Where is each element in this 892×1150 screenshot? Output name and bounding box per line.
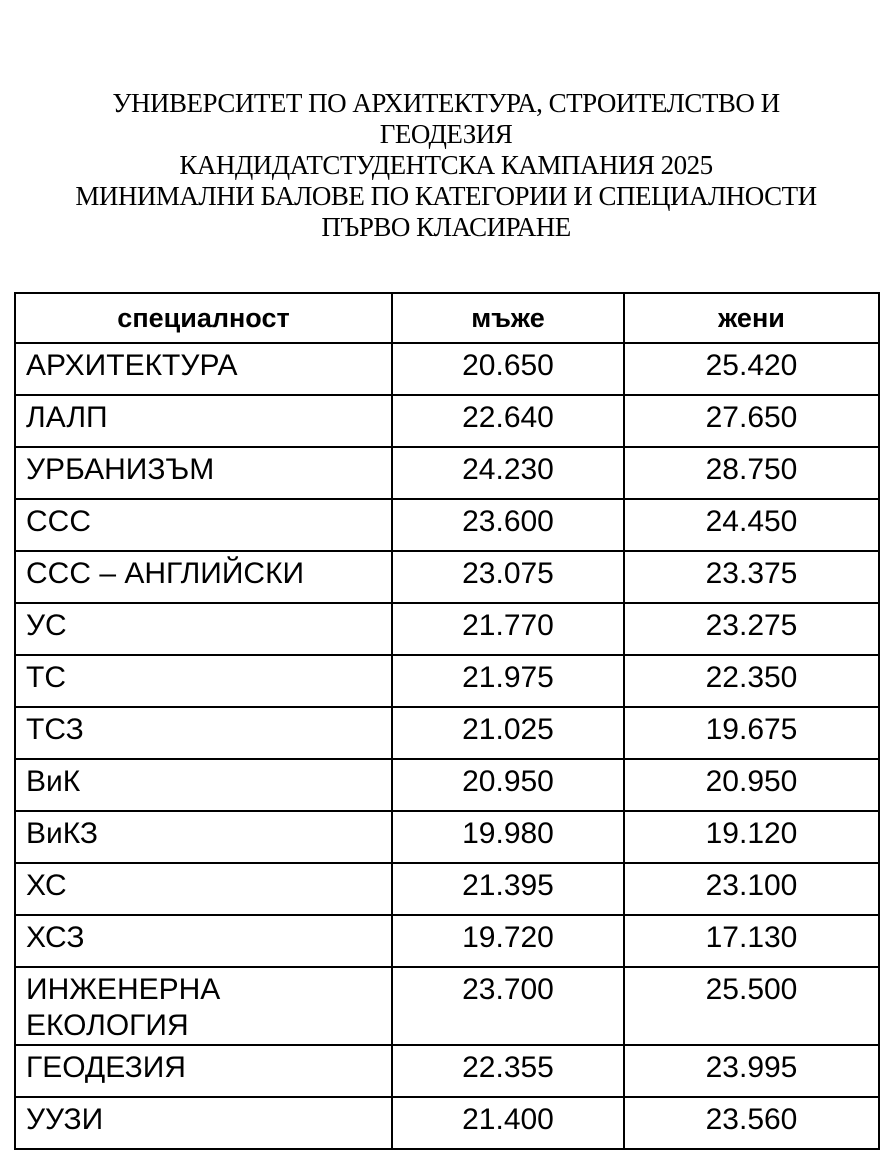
table-header-row <box>15 293 879 343</box>
specialty-cell: ТСЗ <box>15 707 392 759</box>
men-score-cell: 21.025 <box>392 707 624 759</box>
men-score-cell: 21.770 <box>392 603 624 655</box>
men-score-cell: 23.075 <box>392 551 624 603</box>
women-score-cell: 20.950 <box>624 759 879 811</box>
women-score-cell: 27.650 <box>624 395 879 447</box>
specialty-cell: ХСЗ <box>15 915 392 967</box>
men-score-cell: 23.600 <box>392 499 624 551</box>
document-heading <box>0 88 892 243</box>
men-score-cell: 24.230 <box>392 447 624 499</box>
women-score-cell: 24.450 <box>624 499 879 551</box>
women-score-cell: 23.560 <box>624 1097 879 1149</box>
specialty-cell: УРБАНИЗЪМ <box>15 447 392 499</box>
specialty-cell: ЛАЛП <box>15 395 392 447</box>
table-row <box>15 915 879 967</box>
specialty-cell: ИНЖЕНЕРНА ЕКОЛОГИЯ <box>15 967 392 1045</box>
men-score-cell: 19.980 <box>392 811 624 863</box>
men-score-cell: 21.400 <box>392 1097 624 1149</box>
heading-line-min-scores: МИНИМАЛНИ БАЛОВЕ ПО КАТЕГОРИИ И СПЕЦИАЛНОСТИ <box>75 181 817 211</box>
women-score-cell: 17.130 <box>624 915 879 967</box>
women-score-cell: 19.120 <box>624 811 879 863</box>
men-score-cell: 19.720 <box>392 915 624 967</box>
specialty-cell: ССС – АНГЛИЙСКИ <box>15 551 392 603</box>
men-score-cell: 20.950 <box>392 759 624 811</box>
specialty-cell: ВиКЗ <box>15 811 392 863</box>
header-men: мъже <box>392 293 624 343</box>
table-row <box>15 603 879 655</box>
women-score-cell: 23.275 <box>624 603 879 655</box>
women-score-cell: 22.350 <box>624 655 879 707</box>
table-row <box>15 863 879 915</box>
women-score-cell: 19.675 <box>624 707 879 759</box>
table-row <box>15 551 879 603</box>
table-row <box>15 811 879 863</box>
men-score-cell: 21.395 <box>392 863 624 915</box>
header-specialty: специалност <box>15 293 392 343</box>
men-score-cell: 22.640 <box>392 395 624 447</box>
specialty-cell: ГЕОДЕЗИЯ <box>15 1045 392 1097</box>
men-score-cell: 23.700 <box>392 967 624 1045</box>
heading-line-ranking: ПЪРВО КЛАСИРАНЕ <box>321 212 571 242</box>
heading-line-university: УНИВЕРСИТЕТ ПО АРХИТЕКТУРА, СТРОИТЕЛСТВО И <box>112 88 780 118</box>
heading-line-university-cont: ГЕОДЕЗИЯ <box>379 119 513 149</box>
table-row <box>15 655 879 707</box>
specialty-cell: ВиК <box>15 759 392 811</box>
specialty-cell: УУЗИ <box>15 1097 392 1149</box>
men-score-cell: 22.355 <box>392 1045 624 1097</box>
table-row <box>15 1045 879 1097</box>
header-women: жени <box>624 293 879 343</box>
women-score-cell: 25.420 <box>624 343 879 395</box>
table-row <box>15 1097 879 1149</box>
men-score-cell: 21.975 <box>392 655 624 707</box>
table-row <box>15 759 879 811</box>
table-row <box>15 395 879 447</box>
women-score-cell: 23.995 <box>624 1045 879 1097</box>
table-row <box>15 707 879 759</box>
specialty-cell: ТС <box>15 655 392 707</box>
specialty-cell: ХС <box>15 863 392 915</box>
women-score-cell: 25.500 <box>624 967 879 1045</box>
women-score-cell: 28.750 <box>624 447 879 499</box>
specialty-cell: ССС <box>15 499 392 551</box>
women-score-cell: 23.375 <box>624 551 879 603</box>
table-row <box>15 447 879 499</box>
table-row <box>15 967 879 1045</box>
women-score-cell: 23.100 <box>624 863 879 915</box>
table-row <box>15 499 879 551</box>
men-score-cell: 20.650 <box>392 343 624 395</box>
table-row <box>15 343 879 395</box>
heading-line-campaign: КАНДИДАТСТУДЕНТСКА КАМПАНИЯ 2025 <box>179 150 713 180</box>
specialty-cell: АРХИТЕКТУРА <box>15 343 392 395</box>
specialty-cell: УС <box>15 603 392 655</box>
scores-table <box>14 292 880 1150</box>
